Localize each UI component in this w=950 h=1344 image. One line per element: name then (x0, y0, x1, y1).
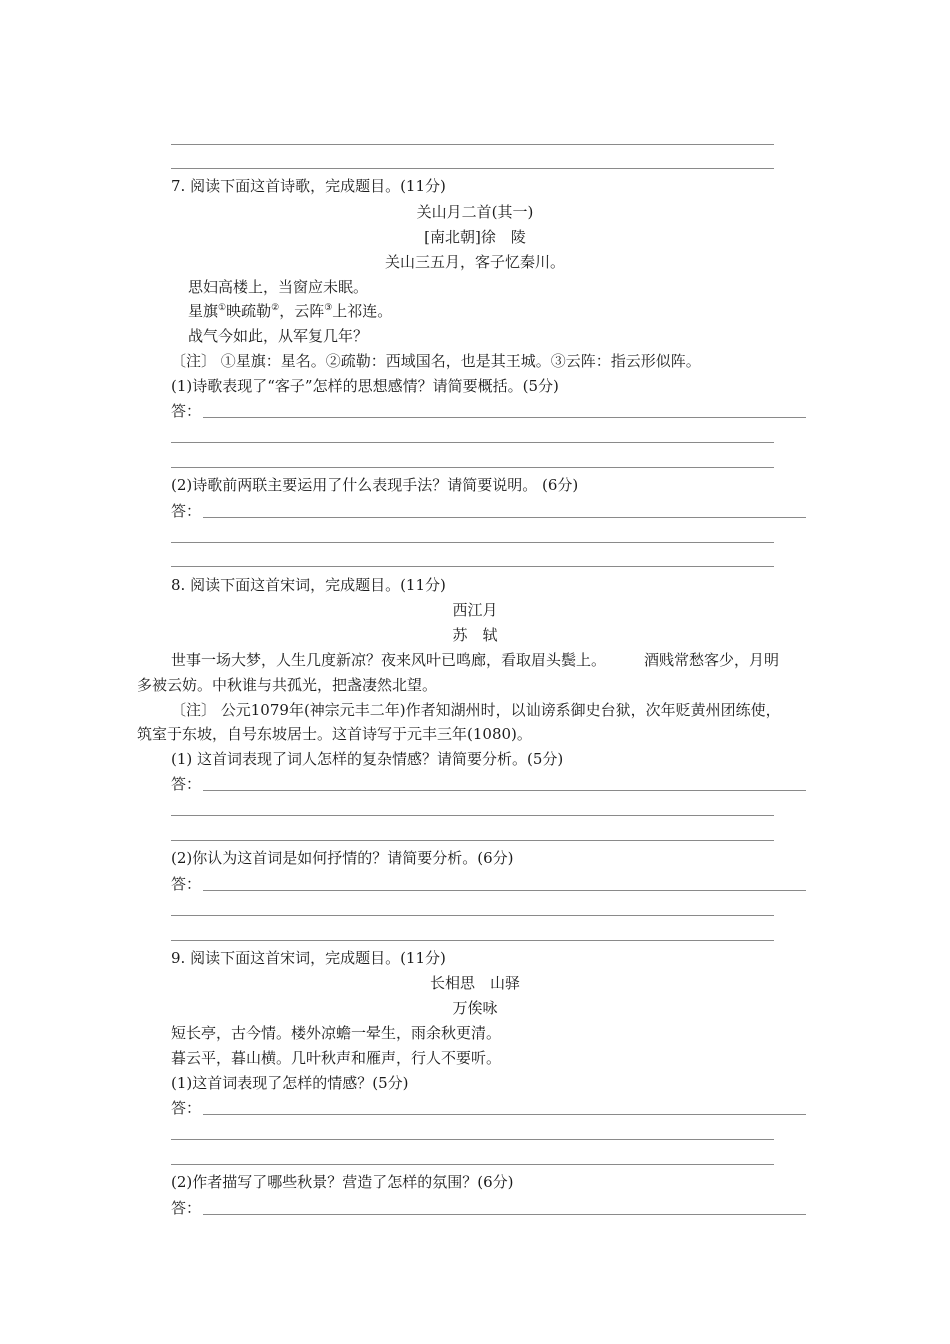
q8-sub2: (2)你认为这首词是如何抒情的？请简要分析。(6分) (171, 849, 514, 867)
answer-label: 答： (171, 502, 202, 520)
answer-line[interactable] (171, 1164, 774, 1165)
answer-label: 答： (171, 1099, 202, 1117)
answer-line[interactable] (203, 1114, 806, 1115)
answer-label: 答： (171, 402, 202, 420)
q9-poem-author: 万俟咏 (452, 999, 498, 1017)
q8-poem-title: 西江月 (452, 601, 498, 619)
q7-poem-line: 关山三五月，客子忆秦川。 (384, 253, 565, 271)
answer-line[interactable] (203, 417, 806, 418)
answer-line (171, 144, 774, 145)
answer-line[interactable] (203, 890, 806, 891)
answer-label: 答： (171, 775, 202, 793)
answer-line[interactable] (203, 790, 806, 791)
q7-poem-line: 思妇高楼上，当窗应未眠。 (188, 278, 369, 296)
q7-stem: 7. 阅读下面这首诗歌，完成题目。(11分) (171, 177, 446, 195)
answer-line[interactable] (171, 542, 774, 543)
q9-poem-title: 长相思 山驿 (429, 974, 520, 992)
answer-line[interactable] (171, 566, 774, 567)
q9-poem-line: 暮云平，暮山横。几叶秋声和雁声，行人不要听。 (171, 1049, 502, 1067)
q7-poem-line: 战气今如此，从军复几年？ (188, 327, 369, 345)
q8-poem-author: 苏 轼 (452, 626, 498, 644)
answer-line[interactable] (171, 1139, 774, 1140)
answer-line[interactable] (171, 915, 774, 916)
answer-line[interactable] (171, 815, 774, 816)
q7-poem-line: 星旗①映疏勒②，云阵③上祁连。 (188, 302, 393, 320)
answer-line[interactable] (171, 840, 774, 841)
answer-line[interactable] (203, 517, 806, 518)
q7-sub2: (2)诗歌前两联主要运用了什么表现手法？请简要说明。 (6分) (171, 476, 579, 494)
q8-note: 筑室于东坡，自号东坡居士。这首诗写于元丰三年(1080)。 (137, 725, 532, 743)
q8-poem-body: 多被云妨。中秋谁与共孤光，把盏凄然北望。 (137, 676, 438, 694)
q9-sub1: (1)这首词表现了怎样的情感？(5分) (171, 1074, 409, 1092)
answer-line[interactable] (203, 1214, 806, 1215)
q8-sub1: (1) 这首词表现了词人怎样的复杂情感？请简要分析。(5分) (171, 750, 564, 768)
q7-poem-title: 关山月二首(其一) (416, 203, 534, 221)
q9-sub2: (2)作者描写了哪些秋景？营造了怎样的氛围？(6分) (171, 1173, 514, 1191)
answer-line[interactable] (171, 442, 774, 443)
q8-note: 〔注〕 公元1079年(神宗元丰二年)作者知湖州时，以讪谤系御史台狱，次年贬黄州团练使， (171, 701, 781, 719)
q7-poem-author: [南北朝]徐 陵 (424, 228, 526, 246)
answer-line[interactable] (171, 940, 774, 941)
answer-label: 答： (171, 1199, 202, 1217)
q9-poem-line: 短长亭，古今情。楼外凉蟾一晕生，雨余秋更清。 (171, 1024, 502, 1042)
q8-poem-body: 世事一场大梦，人生几度新凉？夜来风叶已鸣廊，看取眉头鬓上。 酒贱常愁客少，月明 (171, 651, 780, 669)
q8-stem: 8. 阅读下面这首宋词，完成题目。(11分) (171, 576, 446, 594)
q7-note: 〔注〕 ①星旗：星名。②疏勒：西域国名，也是其王城。③云阵：指云形似阵。 (171, 352, 701, 370)
answer-line (171, 168, 774, 169)
answer-label: 答： (171, 875, 202, 893)
q9-stem: 9. 阅读下面这首宋词，完成题目。(11分) (171, 949, 446, 967)
answer-line[interactable] (171, 467, 774, 468)
q7-sub1: (1)诗歌表现了“客子”怎样的思想感情？请简要概括。(5分) (171, 377, 559, 395)
